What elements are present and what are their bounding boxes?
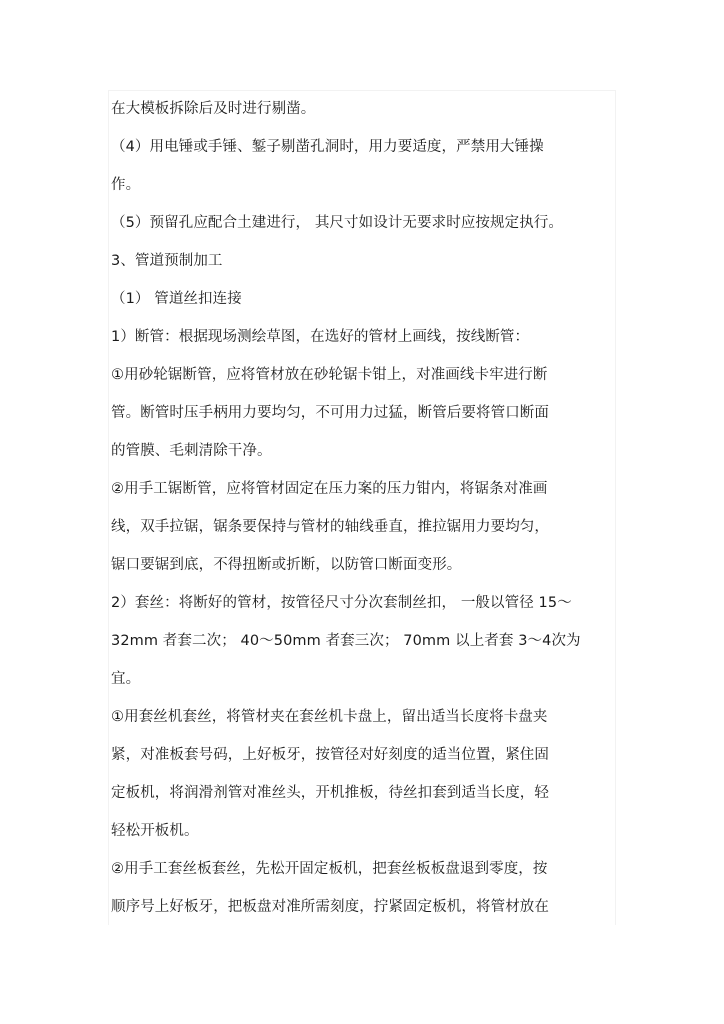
text-line: 管。断管时压手柄用力要均匀，不可用力过猛，断管后要将管口断面 bbox=[111, 405, 549, 421]
section-heading: 3、管道预制加工 bbox=[111, 253, 223, 269]
text-line: 在大模板拆除后及时进行剔凿。 bbox=[111, 101, 316, 117]
text-line: ②用手工套丝板套丝，先松开固定板机，把套丝板板盘退到零度，按 bbox=[111, 861, 548, 877]
text-line: ①用砂轮锯断管，应将管材放在砂轮锯卡钳上，对准画线卡牢进行断 bbox=[111, 367, 548, 383]
text-line: （4）用电锤或手锤、錾子剔凿孔洞时，用力要适度，严禁用大锤操 bbox=[111, 139, 544, 155]
text-line: 定板机，将润滑剂管对准丝头，开机推板，待丝扣套到适当长度，轻 bbox=[111, 785, 549, 801]
text-line: 紧，对准板套号码，上好板牙，按管径对好刻度的适当位置，紧住固 bbox=[111, 747, 549, 763]
text-line: 轻松开板机。 bbox=[111, 823, 199, 839]
text-line: ②用手工锯断管，应将管材固定在压力案的压力钳内，将锯条对准画 bbox=[111, 481, 548, 497]
text-line: 顺序号上好板牙，把板盘对准所需刻度，拧紧固定板机，将管材放在 bbox=[111, 899, 549, 915]
text-line: 1）断管：根据现场测绘草图，在选好的管材上画线，按线断管： bbox=[111, 329, 530, 345]
text-line: ①用套丝机套丝，将管材夹在套丝机卡盘上，留出适当长度将卡盘夹 bbox=[111, 709, 548, 725]
text-line: 的管膜、毛刺清除干净。 bbox=[111, 443, 272, 459]
subsection-heading: （1） 管道丝扣连接 bbox=[111, 291, 242, 307]
text-line: 2）套丝：将断好的管材，按管径尺寸分次套制丝扣， 一般以管径 15～ bbox=[111, 595, 572, 611]
text-line: 作。 bbox=[111, 177, 141, 193]
text-line: （5）预留孔应配合土建进行， 其尺寸如设计无要求时应按规定执行。 bbox=[111, 215, 564, 231]
text-line: 锯口要锯到底，不得扭断或折断，以防管口断面变形。 bbox=[111, 557, 462, 573]
document-body bbox=[108, 90, 616, 925]
text-line: 线，双手拉锯，锯条要保持与管材的轴线垂直，推拉锯用力要均匀， bbox=[111, 519, 549, 535]
text-line: 32mm 者套二次； 40～50mm 者套三次； 70mm 以上者套 3～4次为 bbox=[111, 633, 581, 649]
text-line: 宜。 bbox=[111, 671, 141, 687]
